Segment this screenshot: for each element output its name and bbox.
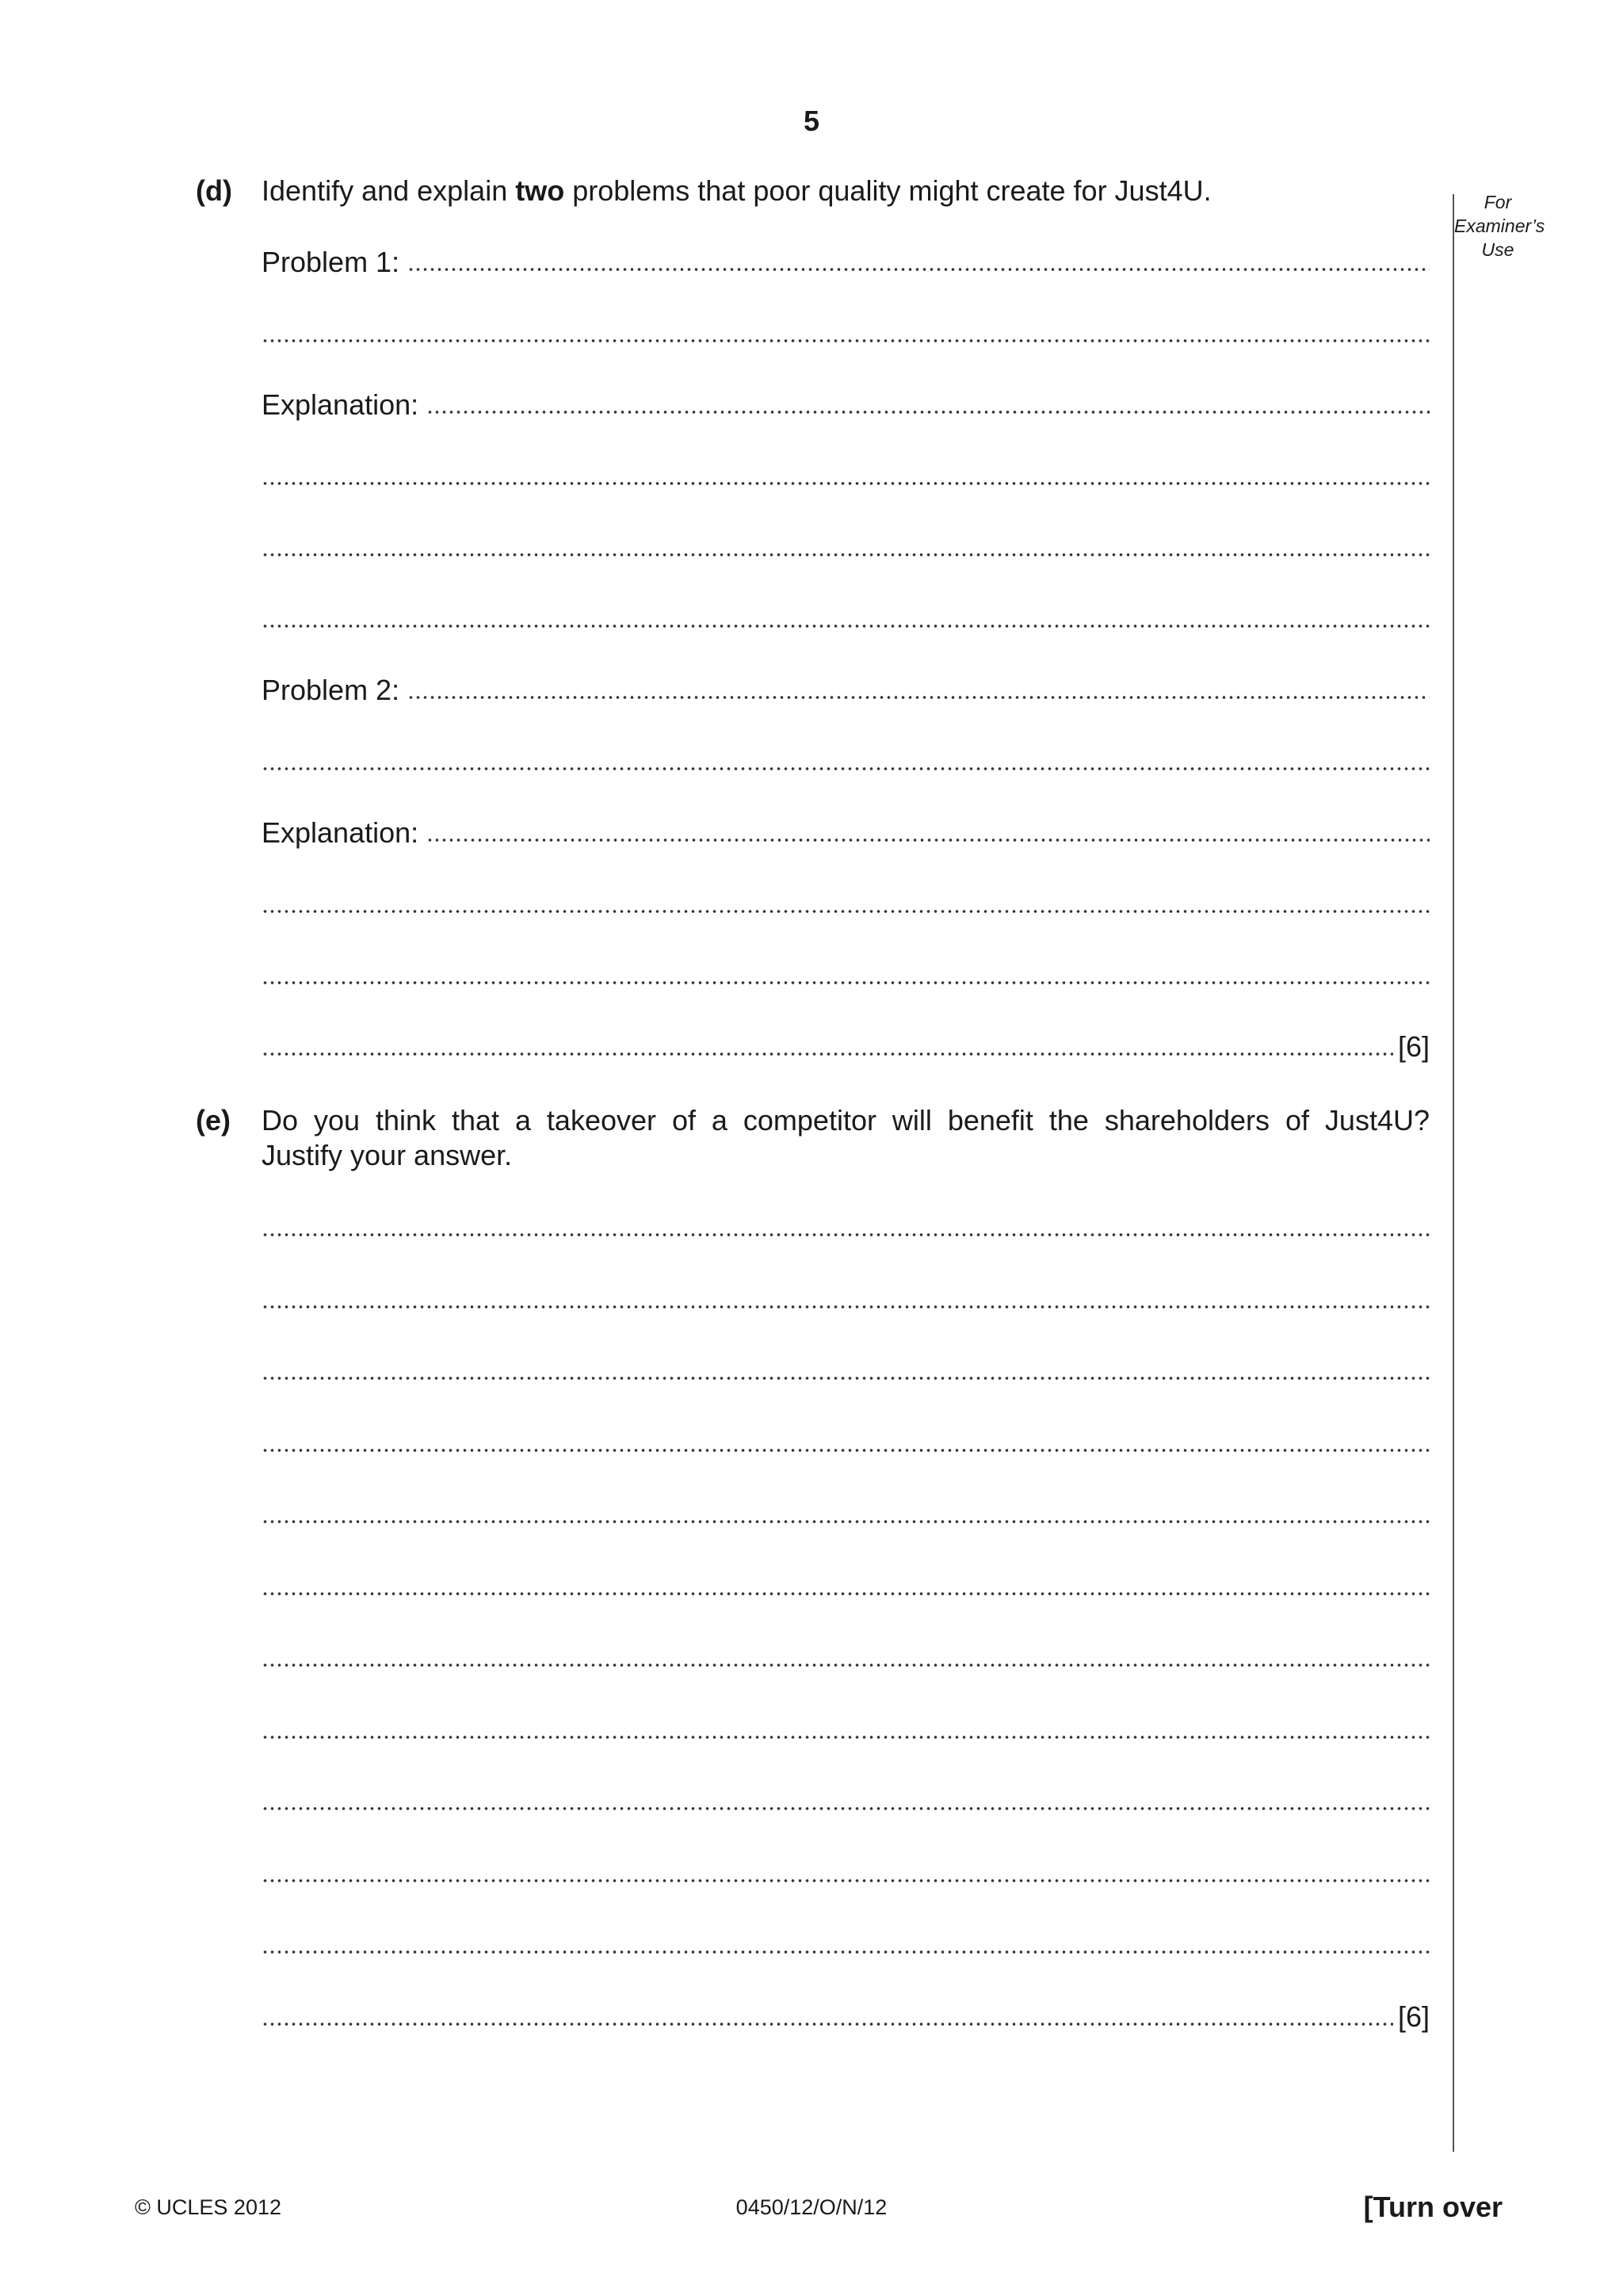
question-e-text-line2: Justify your answer. xyxy=(262,1139,513,1171)
dotted-answer-space[interactable] xyxy=(262,1232,1430,1237)
answer-line[interactable] xyxy=(262,1569,1430,1604)
answer-line-label: Problem 1: xyxy=(262,246,400,278)
question-e-label: (e) xyxy=(196,1104,231,1137)
dotted-answer-space[interactable] xyxy=(262,1448,1430,1453)
examiner-margin-line xyxy=(1453,194,1454,2152)
dotted-answer-space[interactable] xyxy=(262,980,1430,985)
dotted-answer-space[interactable] xyxy=(262,481,1430,486)
question-d-text-bold: two xyxy=(515,174,565,207)
answer-line[interactable] xyxy=(262,316,1430,351)
turn-over-label: [Turn over xyxy=(1363,2191,1503,2223)
answer-line[interactable] xyxy=(262,245,1430,280)
dotted-answer-space[interactable] xyxy=(262,766,1430,771)
dotted-answer-space[interactable] xyxy=(262,1663,1430,1668)
dotted-answer-space[interactable] xyxy=(262,909,1430,914)
dotted-answer-space[interactable] xyxy=(407,695,1430,700)
answer-line-label: Problem 2: xyxy=(262,674,400,706)
answer-line[interactable] xyxy=(262,1713,1430,1748)
answer-line[interactable] xyxy=(262,1927,1430,1962)
answer-line[interactable] xyxy=(262,744,1430,779)
dotted-answer-space[interactable] xyxy=(262,624,1430,628)
answer-line[interactable] xyxy=(262,530,1430,565)
answer-line[interactable] xyxy=(262,1210,1430,1245)
footer-copyright: © UCLES 2012 xyxy=(135,2195,281,2219)
dotted-answer-space[interactable] xyxy=(262,1052,1393,1056)
examiner-label-line: Examiner’s xyxy=(1454,216,1545,236)
answer-line[interactable] xyxy=(262,1354,1430,1389)
answer-line[interactable] xyxy=(262,1856,1430,1891)
question-e-text-line1: Do you think that a takeover of a competitor will benefit the shareholders of Just4U? xyxy=(262,1104,1430,1137)
dotted-answer-space[interactable] xyxy=(262,1735,1430,1740)
dotted-answer-space[interactable] xyxy=(262,338,1430,343)
answer-line[interactable] xyxy=(262,459,1430,494)
page-number: 5 xyxy=(803,105,820,137)
answer-line[interactable] xyxy=(262,887,1430,922)
dotted-answer-space[interactable] xyxy=(262,1376,1430,1381)
answer-line[interactable] xyxy=(262,2000,1430,2034)
dotted-answer-space[interactable] xyxy=(407,267,1430,272)
answer-line[interactable] xyxy=(262,1282,1430,1317)
marks-allocation: [6] xyxy=(1397,1030,1430,1063)
examiner-label-line: Use xyxy=(1481,239,1514,260)
answer-line[interactable] xyxy=(262,1426,1430,1461)
dotted-answer-space[interactable] xyxy=(262,1519,1430,1524)
dotted-answer-space[interactable] xyxy=(262,1591,1430,1596)
dotted-answer-space[interactable] xyxy=(262,552,1430,557)
dotted-answer-space[interactable] xyxy=(426,410,1430,415)
dotted-answer-space[interactable] xyxy=(262,1950,1430,1954)
answer-line[interactable] xyxy=(262,602,1430,636)
answer-line-label: Explanation: xyxy=(262,816,419,849)
question-d-text-part: Identify and explain xyxy=(262,174,516,207)
answer-line[interactable] xyxy=(262,673,1430,708)
answer-line[interactable] xyxy=(262,816,1430,850)
examiner-use-label xyxy=(1454,190,1545,262)
question-d-text xyxy=(262,174,1430,208)
dotted-answer-space[interactable] xyxy=(262,1305,1430,1309)
examiner-label-line: For xyxy=(1484,192,1512,212)
answer-line[interactable] xyxy=(262,1641,1430,1675)
answer-line[interactable] xyxy=(262,388,1430,422)
answer-line[interactable] xyxy=(262,1784,1430,1819)
question-d-text-part: problems that poor quality might create for Just4U. xyxy=(564,174,1212,207)
dotted-answer-space[interactable] xyxy=(262,2022,1393,2027)
answer-line-label: Explanation: xyxy=(262,388,419,421)
dotted-answer-space[interactable] xyxy=(262,1878,1430,1883)
answer-line[interactable] xyxy=(262,1030,1430,1064)
footer-paper-code: 0450/12/O/N/12 xyxy=(735,2195,888,2219)
dotted-answer-space[interactable] xyxy=(262,1806,1430,1811)
dotted-answer-space[interactable] xyxy=(426,838,1430,842)
question-d-label: (d) xyxy=(196,174,232,207)
answer-line[interactable] xyxy=(262,1497,1430,1532)
marks-allocation: [6] xyxy=(1397,2000,1430,2033)
answer-line[interactable] xyxy=(262,958,1430,993)
